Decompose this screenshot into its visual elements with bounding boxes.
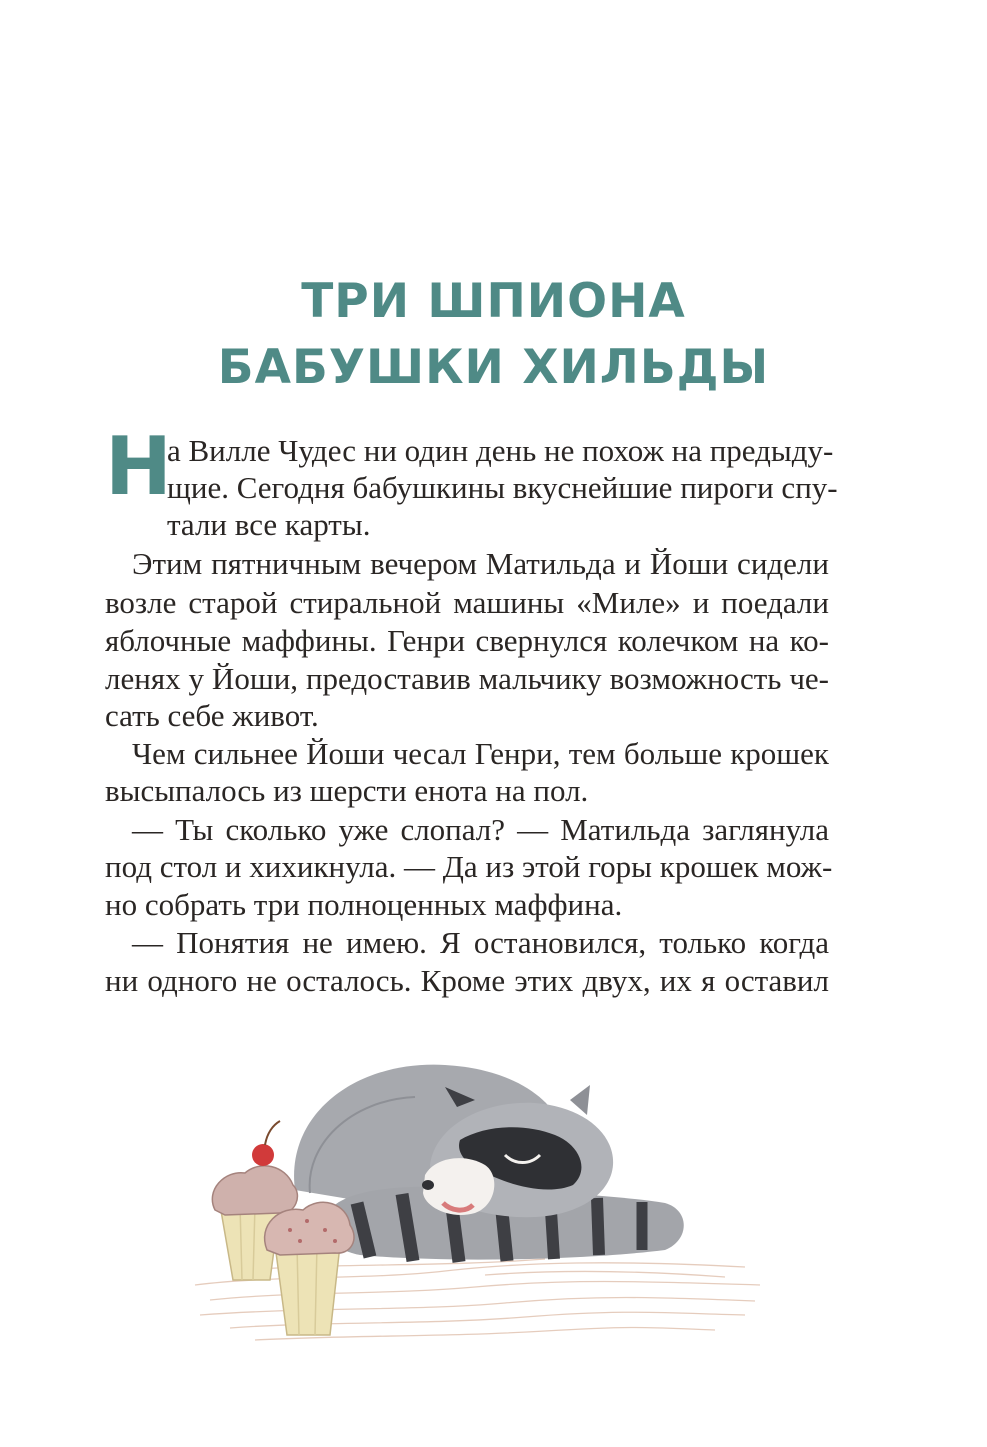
muffin: [265, 1202, 354, 1335]
drop-cap: Н: [105, 420, 172, 513]
text-line: щие. Сегодня бабушкины вкуснейшие пироги спу-: [167, 470, 838, 505]
text-line: возле старой стиральной машины «Миле» и поедали: [105, 585, 829, 620]
text-line: яблочные маффины. Генри свернулся колечком на ко-: [105, 623, 829, 658]
text-line: — Ты сколько уже слопал? — Матильда заглянула: [132, 812, 829, 847]
text-line: но собрать три полноценных маффина.: [105, 887, 623, 922]
chapter-title: [0, 269, 987, 401]
text-line: высыпалось из шерсти енота на пол.: [105, 773, 589, 808]
text-line: сать себе живот.: [105, 698, 319, 733]
text-line: ленях у Йоши, предоставив мальчику возможность че-: [105, 661, 829, 696]
text-line: а Вилле Чудес ни один день не похож на предыду-: [167, 433, 834, 468]
raccoon-illustration: [185, 1045, 770, 1345]
text-line: Этим пятничным вечером Матильда и Йоши сидели: [132, 546, 829, 581]
text-line: ни одного не осталось. Кроме этих двух, их я оставил: [105, 963, 829, 998]
text-line: тали все карты.: [167, 507, 371, 542]
text-line: под стол и хихикнула. — Да из этой горы крошек мож-: [105, 849, 833, 884]
text-line: Чем сильнее Йоши чесал Генри, тем больше крошек: [132, 736, 829, 771]
text-line: — Понятия не имею. Я остановился, только когда: [132, 925, 829, 960]
chapter-title-line-2: БАБУШКИ ХИЛЬДЫ: [217, 340, 770, 396]
chapter-title-line-1: ТРИ ШПИОНА: [301, 274, 686, 330]
